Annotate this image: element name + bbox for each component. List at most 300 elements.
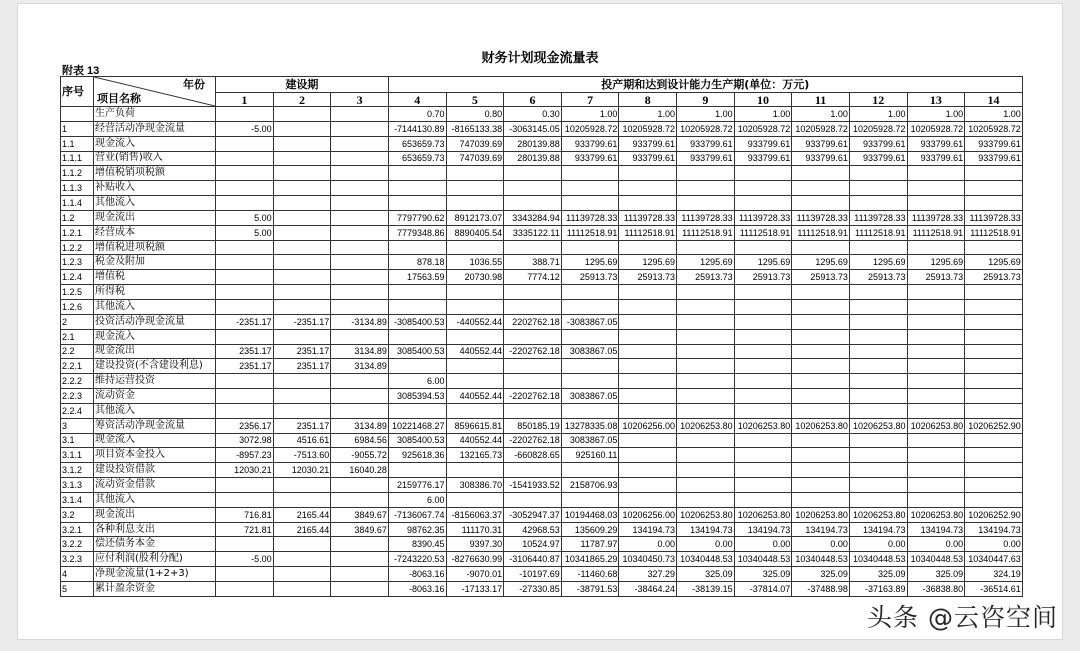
value-cell: 10194468.03 xyxy=(561,507,619,522)
value-cell xyxy=(849,344,907,359)
value-cell: 1295.69 xyxy=(849,255,907,270)
value-cell xyxy=(677,433,735,448)
value-cell: 933799.61 xyxy=(849,151,907,166)
value-cell xyxy=(619,492,677,507)
value-cell xyxy=(446,299,504,314)
row-code: 2 xyxy=(61,314,94,329)
value-cell xyxy=(619,299,677,314)
item-name-label: 项目名称 xyxy=(97,92,141,105)
table-row xyxy=(61,433,1023,448)
row-code: 5 xyxy=(61,582,94,597)
value-cell: -8276630.99 xyxy=(446,552,504,567)
value-cell: 1295.69 xyxy=(677,255,735,270)
value-cell: 10205928.72 xyxy=(677,121,735,136)
row-item-name: 其他流入 xyxy=(94,403,216,418)
table-row xyxy=(61,285,1023,300)
value-cell xyxy=(907,329,965,344)
value-cell xyxy=(849,492,907,507)
value-cell: 878.18 xyxy=(388,255,446,270)
value-cell xyxy=(792,240,850,255)
table-row xyxy=(61,329,1023,344)
year-header: 11 xyxy=(792,93,850,107)
value-cell: 1.00 xyxy=(792,107,850,122)
value-cell: 3343284.94 xyxy=(504,210,562,225)
value-cell: 13278335.08 xyxy=(561,418,619,433)
row-code: 2.2.1 xyxy=(61,359,94,374)
value-cell xyxy=(216,403,274,418)
value-cell: 10206252.90 xyxy=(965,418,1023,433)
value-cell: -2202762.18 xyxy=(504,344,562,359)
appendix-number: 13 xyxy=(87,65,100,77)
value-cell: 10206253.80 xyxy=(792,418,850,433)
value-cell xyxy=(965,448,1023,463)
value-cell xyxy=(273,270,331,285)
row-item-name: 维持运营投资 xyxy=(94,374,216,389)
value-cell: -37814.07 xyxy=(734,582,792,597)
table-row xyxy=(61,374,1023,389)
value-cell: 2165.44 xyxy=(273,522,331,537)
value-cell xyxy=(331,107,389,122)
value-cell xyxy=(677,492,735,507)
value-cell: 3085394.53 xyxy=(388,389,446,404)
value-cell xyxy=(216,166,274,181)
value-cell: 11139728.33 xyxy=(734,210,792,225)
value-cell xyxy=(734,403,792,418)
row-code: 2.2.4 xyxy=(61,403,94,418)
value-cell: -8165133.38 xyxy=(446,121,504,136)
value-cell: 11139728.33 xyxy=(619,210,677,225)
value-cell: 933799.61 xyxy=(965,151,1023,166)
value-cell: -2351.17 xyxy=(273,314,331,329)
value-cell xyxy=(273,285,331,300)
value-cell xyxy=(792,359,850,374)
value-cell xyxy=(677,463,735,478)
value-cell xyxy=(907,344,965,359)
value-cell: 1.00 xyxy=(619,107,677,122)
value-cell: 9397.30 xyxy=(446,537,504,552)
value-cell: 1295.69 xyxy=(907,255,965,270)
value-cell xyxy=(965,433,1023,448)
value-cell xyxy=(792,448,850,463)
value-cell: 7774.12 xyxy=(504,270,562,285)
value-cell xyxy=(388,240,446,255)
value-cell: 25913.73 xyxy=(965,270,1023,285)
value-cell: 933799.61 xyxy=(619,151,677,166)
value-cell xyxy=(216,107,274,122)
value-cell: 10206253.80 xyxy=(734,507,792,522)
value-cell: 933799.61 xyxy=(907,136,965,151)
value-cell xyxy=(388,285,446,300)
value-cell: 1295.69 xyxy=(619,255,677,270)
value-cell xyxy=(273,136,331,151)
header-construction-period: 建设期 xyxy=(216,77,389,93)
value-cell xyxy=(446,359,504,374)
value-cell: 134194.73 xyxy=(619,522,677,537)
value-cell xyxy=(849,463,907,478)
value-cell xyxy=(619,181,677,196)
value-cell xyxy=(216,329,274,344)
value-cell xyxy=(561,403,619,418)
value-cell xyxy=(561,329,619,344)
row-item-name: 现金流出 xyxy=(94,344,216,359)
value-cell xyxy=(446,285,504,300)
row-item-name: 税金及附加 xyxy=(94,255,216,270)
year-header: 7 xyxy=(561,93,619,107)
value-cell: 10206253.80 xyxy=(849,507,907,522)
value-cell xyxy=(792,344,850,359)
value-cell xyxy=(792,463,850,478)
value-cell: 7797790.62 xyxy=(388,210,446,225)
value-cell xyxy=(734,166,792,181)
value-cell xyxy=(273,329,331,344)
value-cell: 388.71 xyxy=(504,255,562,270)
value-cell: 0.00 xyxy=(619,537,677,552)
value-cell: 1295.69 xyxy=(561,255,619,270)
value-cell: -27330.85 xyxy=(504,582,562,597)
value-cell: 12030.21 xyxy=(216,463,274,478)
value-cell: 440552.44 xyxy=(446,433,504,448)
value-cell xyxy=(734,181,792,196)
value-cell xyxy=(216,582,274,597)
value-cell xyxy=(965,285,1023,300)
value-cell xyxy=(734,285,792,300)
value-cell xyxy=(446,166,504,181)
value-cell: 933799.61 xyxy=(792,136,850,151)
value-cell xyxy=(331,240,389,255)
value-cell xyxy=(619,359,677,374)
value-cell xyxy=(388,299,446,314)
value-cell: 10206253.80 xyxy=(677,418,735,433)
row-item-name: 其他流入 xyxy=(94,196,216,211)
value-cell: 3083867.05 xyxy=(561,433,619,448)
value-cell xyxy=(446,403,504,418)
page-title: 财务计划现金流量表 xyxy=(481,51,599,66)
row-code: 2.2 xyxy=(61,344,94,359)
value-cell: 1.00 xyxy=(734,107,792,122)
value-cell: 1.00 xyxy=(849,107,907,122)
value-cell: 10206253.80 xyxy=(907,507,965,522)
value-cell: -8063.16 xyxy=(388,567,446,582)
value-cell: -38139.15 xyxy=(677,582,735,597)
value-cell: 10205928.72 xyxy=(792,121,850,136)
value-cell xyxy=(792,374,850,389)
value-cell xyxy=(504,299,562,314)
year-header: 9 xyxy=(677,93,735,107)
value-cell: 8912173.07 xyxy=(446,210,504,225)
value-cell: 933799.61 xyxy=(734,136,792,151)
value-cell: -3083867.05 xyxy=(561,314,619,329)
value-cell xyxy=(792,196,850,211)
value-cell xyxy=(446,463,504,478)
table-row xyxy=(61,210,1023,225)
value-cell: -7144130.89 xyxy=(388,121,446,136)
table-row xyxy=(61,567,1023,582)
row-item-name: 建设投资(不含建设利息) xyxy=(94,359,216,374)
value-cell: 11139728.33 xyxy=(849,210,907,225)
value-cell: 11112518.91 xyxy=(734,225,792,240)
value-cell: 11112518.91 xyxy=(965,225,1023,240)
value-cell xyxy=(734,389,792,404)
value-cell xyxy=(792,329,850,344)
value-cell xyxy=(849,403,907,418)
row-code: 1.2.6 xyxy=(61,299,94,314)
value-cell xyxy=(849,196,907,211)
value-cell: 134194.73 xyxy=(677,522,735,537)
value-cell xyxy=(273,389,331,404)
value-cell: 3134.89 xyxy=(331,359,389,374)
value-cell xyxy=(619,433,677,448)
value-cell xyxy=(907,448,965,463)
value-cell: 3072.98 xyxy=(216,433,274,448)
header-diagonal-cell xyxy=(94,77,216,107)
value-cell xyxy=(907,196,965,211)
value-cell xyxy=(619,478,677,493)
value-cell xyxy=(331,225,389,240)
table-row xyxy=(61,463,1023,478)
table-row xyxy=(61,582,1023,597)
value-cell: 933799.61 xyxy=(734,151,792,166)
value-cell xyxy=(849,299,907,314)
value-cell xyxy=(734,448,792,463)
value-cell: 7779348.86 xyxy=(388,225,446,240)
value-cell xyxy=(907,492,965,507)
value-cell xyxy=(331,567,389,582)
value-cell xyxy=(677,478,735,493)
row-item-name: 增值税进项税额 xyxy=(94,240,216,255)
value-cell: 933799.61 xyxy=(792,151,850,166)
row-code: 3.2.1 xyxy=(61,522,94,537)
value-cell: 3085400.53 xyxy=(388,344,446,359)
value-cell xyxy=(216,285,274,300)
year-header: 14 xyxy=(965,93,1023,107)
value-cell xyxy=(965,374,1023,389)
value-cell: -37163.89 xyxy=(849,582,907,597)
value-cell: 3849.67 xyxy=(331,507,389,522)
value-cell: 10205928.72 xyxy=(965,121,1023,136)
value-cell: 3134.89 xyxy=(331,418,389,433)
row-code: 3.1.4 xyxy=(61,492,94,507)
value-cell: -1541933.52 xyxy=(504,478,562,493)
value-cell: -10197.69 xyxy=(504,567,562,582)
value-cell: 10205928.72 xyxy=(734,121,792,136)
row-item-name: 项目资本金投入 xyxy=(94,448,216,463)
value-cell: 134194.73 xyxy=(965,522,1023,537)
value-cell: 2351.17 xyxy=(273,418,331,433)
row-item-name: 现金流出 xyxy=(94,507,216,522)
row-item-name: 其他流入 xyxy=(94,299,216,314)
value-cell xyxy=(273,255,331,270)
value-cell xyxy=(561,374,619,389)
cash-flow-table xyxy=(60,76,1023,597)
value-cell xyxy=(331,210,389,225)
value-cell xyxy=(216,255,274,270)
row-code: 1.2 xyxy=(61,210,94,225)
value-cell xyxy=(273,121,331,136)
value-cell: 8596615.81 xyxy=(446,418,504,433)
value-cell: 933799.61 xyxy=(677,151,735,166)
value-cell xyxy=(965,329,1023,344)
value-cell xyxy=(619,314,677,329)
value-cell: -38464.24 xyxy=(619,582,677,597)
value-cell xyxy=(677,299,735,314)
value-cell xyxy=(561,196,619,211)
value-cell: 10206252.90 xyxy=(965,507,1023,522)
value-cell xyxy=(965,389,1023,404)
value-cell xyxy=(619,329,677,344)
value-cell: -3052947.37 xyxy=(504,507,562,522)
value-cell xyxy=(907,433,965,448)
value-cell xyxy=(965,403,1023,418)
row-item-name: 生产负荷 xyxy=(94,107,216,122)
year-header: 1 xyxy=(216,93,274,107)
table-row xyxy=(61,522,1023,537)
row-item-name: 增值税 xyxy=(94,270,216,285)
row-code: 1.2.4 xyxy=(61,270,94,285)
value-cell xyxy=(849,166,907,181)
value-cell xyxy=(331,121,389,136)
row-item-name: 现金流入 xyxy=(94,433,216,448)
value-cell xyxy=(677,181,735,196)
value-cell xyxy=(849,478,907,493)
table-row xyxy=(61,403,1023,418)
value-cell: 0.30 xyxy=(504,107,562,122)
value-cell: 1036.55 xyxy=(446,255,504,270)
value-cell xyxy=(273,225,331,240)
value-cell xyxy=(965,299,1023,314)
value-cell: 11787.97 xyxy=(561,537,619,552)
row-code: 1.2.2 xyxy=(61,240,94,255)
value-cell: 325.09 xyxy=(792,567,850,582)
value-cell xyxy=(734,374,792,389)
value-cell xyxy=(504,492,562,507)
value-cell xyxy=(504,374,562,389)
value-cell: 325.09 xyxy=(849,567,907,582)
value-cell: -3106440.87 xyxy=(504,552,562,567)
value-cell xyxy=(216,181,274,196)
value-cell xyxy=(216,374,274,389)
year-header: 13 xyxy=(907,93,965,107)
table-row xyxy=(61,299,1023,314)
value-cell: -17133.17 xyxy=(446,582,504,597)
year-header: 5 xyxy=(446,93,504,107)
value-cell: 3849.67 xyxy=(331,522,389,537)
value-cell xyxy=(504,166,562,181)
value-cell xyxy=(849,359,907,374)
value-cell: 1295.69 xyxy=(792,255,850,270)
header-production-period: 投产期和达到设计能力生产期(单位：万元) xyxy=(388,77,1022,93)
value-cell: 716.81 xyxy=(216,507,274,522)
value-cell xyxy=(504,285,562,300)
value-cell xyxy=(331,329,389,344)
row-item-name: 增值税销项税额 xyxy=(94,166,216,181)
value-cell: 42968.53 xyxy=(504,522,562,537)
value-cell: -2351.17 xyxy=(216,314,274,329)
value-cell xyxy=(907,285,965,300)
value-cell xyxy=(677,196,735,211)
table-row xyxy=(61,389,1023,404)
table-row xyxy=(61,151,1023,166)
value-cell xyxy=(677,344,735,359)
value-cell: 8890405.54 xyxy=(446,225,504,240)
value-cell xyxy=(677,448,735,463)
value-cell: 747039.69 xyxy=(446,151,504,166)
table-row xyxy=(61,478,1023,493)
row-code: 1.1.1 xyxy=(61,151,94,166)
value-cell xyxy=(734,463,792,478)
value-cell: -9070.01 xyxy=(446,567,504,582)
value-cell xyxy=(273,181,331,196)
row-code: 3 xyxy=(61,418,94,433)
value-cell xyxy=(849,181,907,196)
value-cell xyxy=(216,478,274,493)
value-cell xyxy=(446,240,504,255)
value-cell xyxy=(388,196,446,211)
value-cell: 1.00 xyxy=(965,107,1023,122)
row-item-name: 偿还债务本金 xyxy=(94,537,216,552)
row-code: 1.1 xyxy=(61,136,94,151)
value-cell xyxy=(734,240,792,255)
value-cell xyxy=(792,299,850,314)
value-cell: 933799.61 xyxy=(677,136,735,151)
value-cell: 11112518.91 xyxy=(792,225,850,240)
value-cell xyxy=(504,329,562,344)
row-code: 2.1 xyxy=(61,329,94,344)
value-cell: 925618.36 xyxy=(388,448,446,463)
value-cell: -7513.60 xyxy=(273,448,331,463)
value-cell: 1.00 xyxy=(677,107,735,122)
table-row xyxy=(61,344,1023,359)
value-cell: 10221468.27 xyxy=(388,418,446,433)
year-header: 8 xyxy=(619,93,677,107)
value-cell xyxy=(849,314,907,329)
value-cell xyxy=(273,374,331,389)
value-cell xyxy=(677,374,735,389)
row-code: 1.1.2 xyxy=(61,166,94,181)
value-cell: 440552.44 xyxy=(446,389,504,404)
table-row xyxy=(61,507,1023,522)
value-cell: 25913.73 xyxy=(561,270,619,285)
value-cell xyxy=(907,314,965,329)
value-cell xyxy=(907,181,965,196)
value-cell xyxy=(907,374,965,389)
value-cell xyxy=(907,166,965,181)
value-cell: 0.70 xyxy=(388,107,446,122)
value-cell: 10205928.72 xyxy=(619,121,677,136)
value-cell xyxy=(792,181,850,196)
value-cell: 11139728.33 xyxy=(792,210,850,225)
value-cell: -2202762.18 xyxy=(504,433,562,448)
value-cell xyxy=(331,285,389,300)
value-cell xyxy=(331,403,389,418)
value-cell: -9055.72 xyxy=(331,448,389,463)
value-cell xyxy=(331,582,389,597)
value-cell xyxy=(388,359,446,374)
value-cell: 2351.17 xyxy=(273,359,331,374)
value-cell xyxy=(504,240,562,255)
value-cell: 3134.89 xyxy=(331,344,389,359)
value-cell: 10205928.72 xyxy=(561,121,619,136)
value-cell xyxy=(216,196,274,211)
value-cell: 10341865.29 xyxy=(561,552,619,567)
value-cell xyxy=(331,270,389,285)
value-cell: 10206253.80 xyxy=(849,418,907,433)
value-cell: -660828.65 xyxy=(504,448,562,463)
value-cell: -7243220.53 xyxy=(388,552,446,567)
value-cell: 0.00 xyxy=(849,537,907,552)
row-code: 1.1.3 xyxy=(61,181,94,196)
year-axis-label: 年份 xyxy=(183,78,205,91)
value-cell: 8390.45 xyxy=(388,537,446,552)
